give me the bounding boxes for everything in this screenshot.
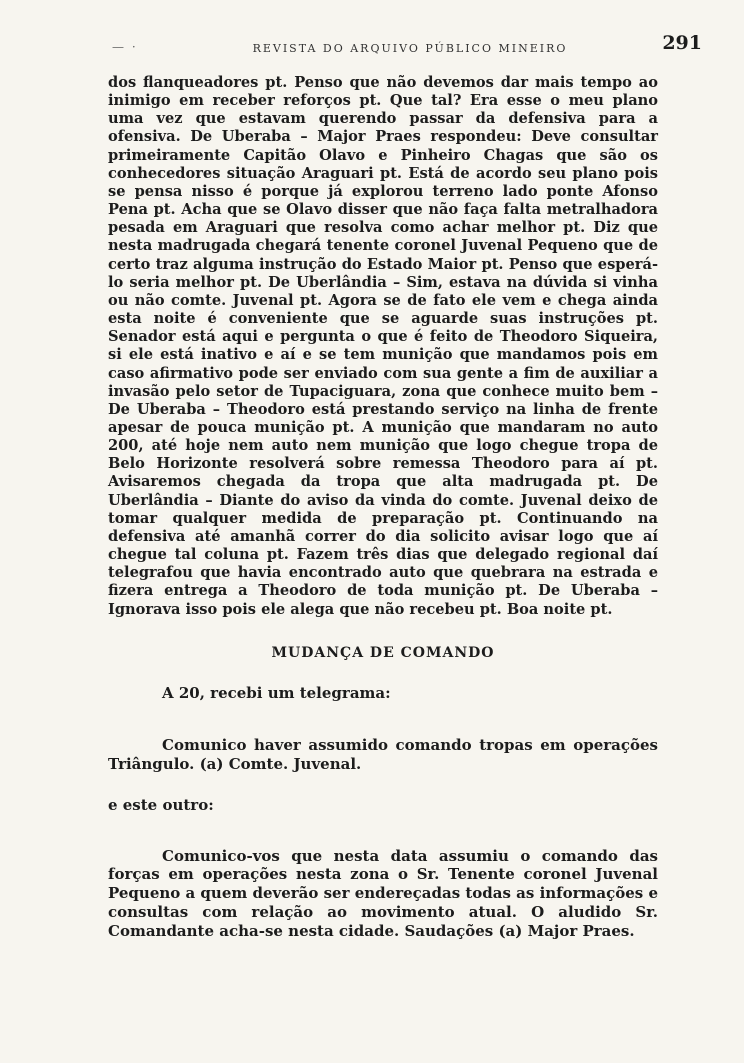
paragraph-text: dos flanqueadores pt. Penso que não devemos dar mais tempo ao inimigo em receber reforços pt. Que tal? Era esse o meu plano uma vez que estavam querendo passar da defensiva para a ofensiva. De Uberaba – Major Praes respondeu: Deve consultar primeiramente Capitão Olavo e Pinheiro Chagas que são os conhecedores situação Araguari pt. Está de acordo seu plano pois se pensa nisso é porque já explorou terreno lado ponte Afonso Pena pt. Acha que se Olavo disser que não faça falta metralhadora pesada em Araguari que resolva como achar melhor pt. Diz que nesta madrugada chegará tenente coronel Juvenal Pequeno que de certo traz alguma instrução do Estado Maior pt. Penso que esperá-lo seria melhor pt. De Uberlândia – Sim, estava na dúvida si vinha ou não comte. Juvenal pt. Agora se de fato ele vem e chega ainda esta noite é conveniente que se aguarde suas instruções pt. Senador está aqui e pergunta o que é feito de Theodoro Siqueira, si ele está inativo e aí e se tem munição que mandamos pois em caso afirmativo pode ser enviado com sua gente a fim de auxiliar a invasão pelo setor de Tupaciguara, zona que conhece muito bem – De Uberaba – Theodoro está prestando serviço na linha de frente apesar de pouca munição pt. A munição que mandaram no auto 200, até hoje nem auto nem munição que logo chegue tropa de Belo Horizonte resolverá sobre remessa Theodoro para aí pt. Avisaremos chegada da tropa que alta madrugada pt. De Uberlândia – Diante do aviso da vinda do comte. Juvenal deixo de tomar qualquer medida de preparação pt. Continuando na defensiva até amanhã correr do dia solicito avisar logo que aí chegue tal coluna pt. Fazem três dias que delegado regional daí telegrafou que havia encontrado auto que quebrara na estrada e fizera entrega a Theodoro de toda munição pt. De Uberaba – Ignorava isso pois ele alega que não recebeu pt. Boa noite pt. [108,74,658,618]
telegram-quote-1: Comunico haver assumido comando tropas em operações Triângulo. (a) Comte. Juvenal. [108,735,658,773]
section-heading: MUDANÇA DE COMANDO [271,644,495,661]
journal-title: REVISTA DO ARQUIVO PÚBLICO MINEIRO [252,42,568,55]
page-number: 291 [662,32,702,54]
section-intro-2: e este outro: [108,795,214,814]
section-intro: A 20, recebi um telegrama: [162,683,391,702]
running-header [112,30,702,60]
header-rule: — · [112,40,138,54]
body-paragraph [108,74,658,619]
telegram-quote-2: Comunico-vos que nesta data assumiu o comando das forças em operações nesta zona o Sr. Tenente coronel Juvenal Pequeno a quem deverão ser endereçadas todas as informações e consultas com relação ao movimento atual. O aludido Sr. Comandante acha-se nesta cidade. Saudações (a) Major Praes. [108,846,659,940]
